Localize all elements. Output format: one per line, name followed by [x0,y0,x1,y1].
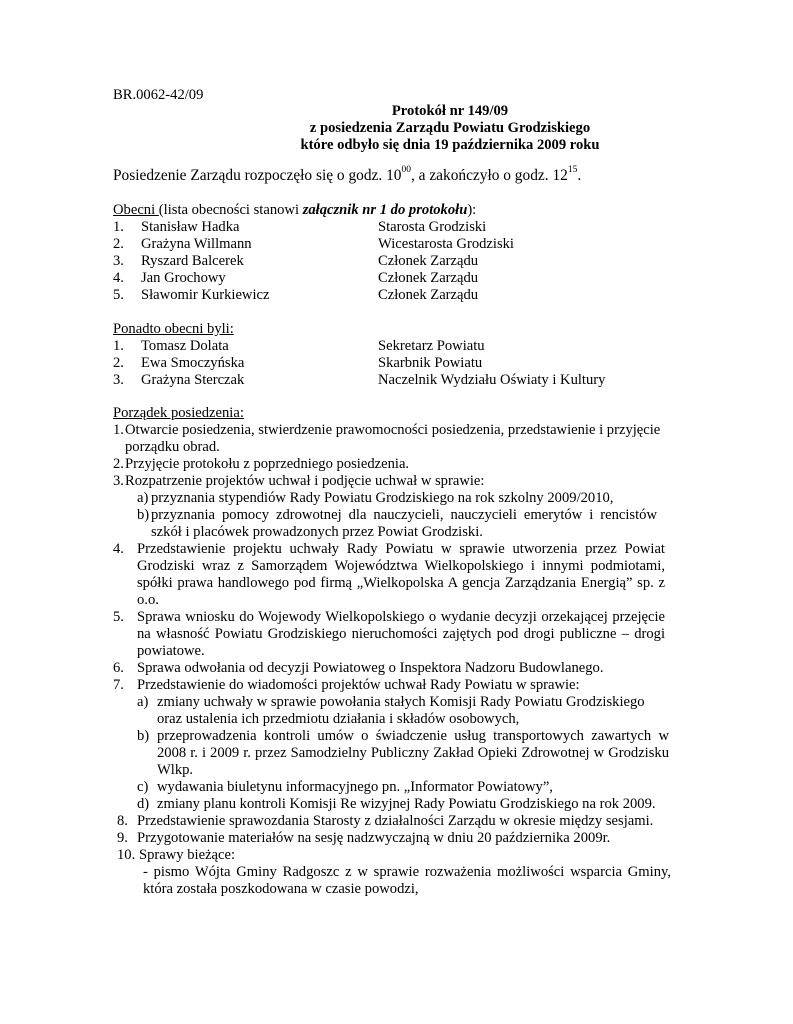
item-number: 2. [113,456,124,472]
row-number: 2. [113,236,124,252]
item-number: 10. [117,847,136,863]
title-line-2: z posiedzenia Zarządu Powiatu Grodziskiego [309,120,591,136]
subitem-letter: b) [137,728,150,744]
end-hour: 12 [552,167,568,184]
agenda-subpoint [113,864,673,898]
item-number: 6. [113,660,124,676]
item-text: Przedstawienie projektu uchwały Rady Powiatu w sprawie utworzenia przez Powiat Grodziski wraz z Samorządem Województwa Wielkopolskiego i innymi podmiotami, spółki prawa handlowego pod firmą „Wielkopolska A gencja Zarządzania Energią” sp. z o.o. [137,541,665,608]
opening-text-middle: , a zakończyło o godz. [410,167,553,184]
member-role: Członek Zarządu [378,270,479,286]
present-row [113,253,673,270]
start-minute: 00 [401,164,411,175]
title-line-3: które odbyło się dnia 19 października 2009 roku [300,137,600,153]
agenda-item [113,422,673,456]
opening-paragraph [113,164,582,184]
opening-text-after: . [577,167,582,184]
subitem-letter: a) [137,490,149,506]
agenda-subitem [113,694,673,728]
subitem-letter: d) [137,796,150,812]
agenda-heading: Porządek posiedzenia: [113,405,244,421]
agenda-subitem [113,779,673,796]
start-hour: 10 [386,167,402,184]
item-number: 1. [113,422,124,438]
end-minute: 15 [567,164,578,175]
also-present-row [113,338,673,355]
agenda-item [113,847,673,864]
item-text: Otwarcie posiedzenia, stwierdzenie prawomocności posiedzenia, przedstawienie i przyjęcie porządku obrad. [125,422,661,455]
item-number: 5. [113,609,124,625]
agenda-subitem [113,728,673,779]
agenda-list [113,422,673,898]
present-heading [113,202,476,219]
present-note-prefix: (lista obecności stanowi [158,202,303,218]
agenda-item [113,541,673,609]
present-row [113,219,673,236]
item-text: Przyjęcie protokołu z poprzedniego posiedzenia. [125,456,410,472]
agenda-item [113,677,673,694]
agenda-item [113,473,673,490]
subitem-text: zmiany planu kontroli Komisji Re wizyjnej Rady Powiatu Grodziskiego na rok 2009. [157,796,656,812]
present-row [113,236,673,253]
agenda-subitem [113,796,673,813]
agenda-item [113,813,673,830]
present-row [113,270,673,287]
document-reference: BR.0062-42/09 [113,87,204,103]
guest-name: Tomasz Dolata [141,338,229,354]
member-name: Jan Grochowy [141,270,226,286]
guest-role: Skarbnik Powiatu [378,355,483,371]
item-text: Sprawa wniosku do Wojewody Wielkopolskiego o wydanie decyzji orzekającej przejęcie na własność Powiatu Grodziskiego nieruchomości zajętych pod drogi publiczne – drogi powiatowe. [137,609,665,659]
opening-text-before: Posiedzenie Zarządu rozpoczęło się o godz. [113,167,387,184]
item-number: 4. [113,541,124,557]
subpoint-text: - pismo Wójta Gminy Radgoszc z w sprawie rozważenia możliwości wsparcia Gminy, która została poszkodowana w czasie powodzi, [143,864,671,897]
row-number: 1. [113,219,124,235]
item-text: Przedstawienie sprawozdania Starosty z działalności Zarządu w okresie między sesjami. [137,813,654,829]
row-number: 5. [113,287,124,303]
item-text: Przygotowanie materiałów na sesję nadzwyczajną w dniu 20 października 2009r. [137,830,611,846]
subitem-letter: b) [137,507,150,523]
agenda-item [113,456,673,473]
guest-role: Sekretarz Powiatu [378,338,485,354]
guest-role: Naczelnik Wydziału Oświaty i Kultury [378,372,606,388]
agenda-item [113,660,673,677]
present-heading-label: Obecni [113,202,159,218]
also-present-row [113,355,673,372]
row-number: 3. [113,253,124,269]
present-row [113,287,673,304]
item-number: 7. [113,677,124,693]
row-number: 3. [113,372,124,388]
item-number: 9. [117,830,128,846]
guest-name: Grażyna Sterczak [141,372,245,388]
item-text: Sprawa odwołania od decyzji Powiatoweg o Inspektora Nadzoru Budowlanego. [137,660,604,676]
item-number: 3. [113,473,124,489]
subitem-text: wydawania biuletynu informacyjnego pn. „Informator Powiatowy”, [157,779,553,795]
member-name: Ryszard Balcerek [141,253,244,269]
agenda-item [113,830,673,847]
agenda-item [113,609,673,660]
item-text: Rozpatrzenie projektów uchwał i podjęcie uchwał w sprawie: [125,473,485,489]
member-name: Stanisław Hadka [141,219,240,235]
row-number: 1. [113,338,124,354]
agenda-subitem [113,507,673,541]
member-name: Sławomir Kurkiewicz [141,287,270,303]
member-role: Starosta Grodziski [378,219,487,235]
item-text: Przedstawienie do wiadomości projektów uchwał Rady Powiatu w sprawie: [137,677,580,693]
item-number: 8. [117,813,128,829]
title-line-1: Protokół nr 149/09 [391,103,509,119]
guest-name: Ewa Smoczyńska [141,355,245,371]
member-role: Wicestarosta Grodziski [378,236,514,252]
subitem-letter: c) [137,779,149,795]
subitem-text: przyznania stypendiów Rady Powiatu Grodziskiego na rok szkolny 2009/2010, [151,490,614,506]
member-role: Członek Zarządu [378,253,479,269]
item-text: Sprawy bieżące: [139,847,236,863]
item-text-wrap [125,422,673,456]
member-name: Grażyna Willmann [141,236,252,252]
row-number: 4. [113,270,124,286]
subitem-text: zmiany uchwały w sprawie powołania stałych Komisji Rady Powiatu Grodziskiego oraz ustalenia ich przedmiotu działania i składów osobowych, [157,694,645,727]
row-number: 2. [113,355,124,371]
also-present-row [113,372,673,389]
present-note-suffix: ): [467,202,477,218]
subitem-text: przyznania pomocy zdrowotnej dla nauczycieli, nauczycieli emerytów i rencistów szkół i placówek prowadzonych przez Powiat Grodziski. [151,507,657,540]
also-present-heading: Ponadto obecni byli: [113,321,234,337]
present-note-attachment: załącznik nr 1 do protokołu [302,202,468,218]
subitem-letter: a) [137,694,149,710]
agenda-subitem [113,490,673,507]
member-role: Członek Zarządu [378,287,479,303]
document-title [200,103,700,154]
subitem-text: przeprowadzenia kontroli umów o świadczenie usług transportowych zawartych w 2008 r. i 2009 r. przez Samodzielny Publiczny Zakład Opieki Zdrowotnej w Grodzisku Wlkp. [157,728,669,778]
